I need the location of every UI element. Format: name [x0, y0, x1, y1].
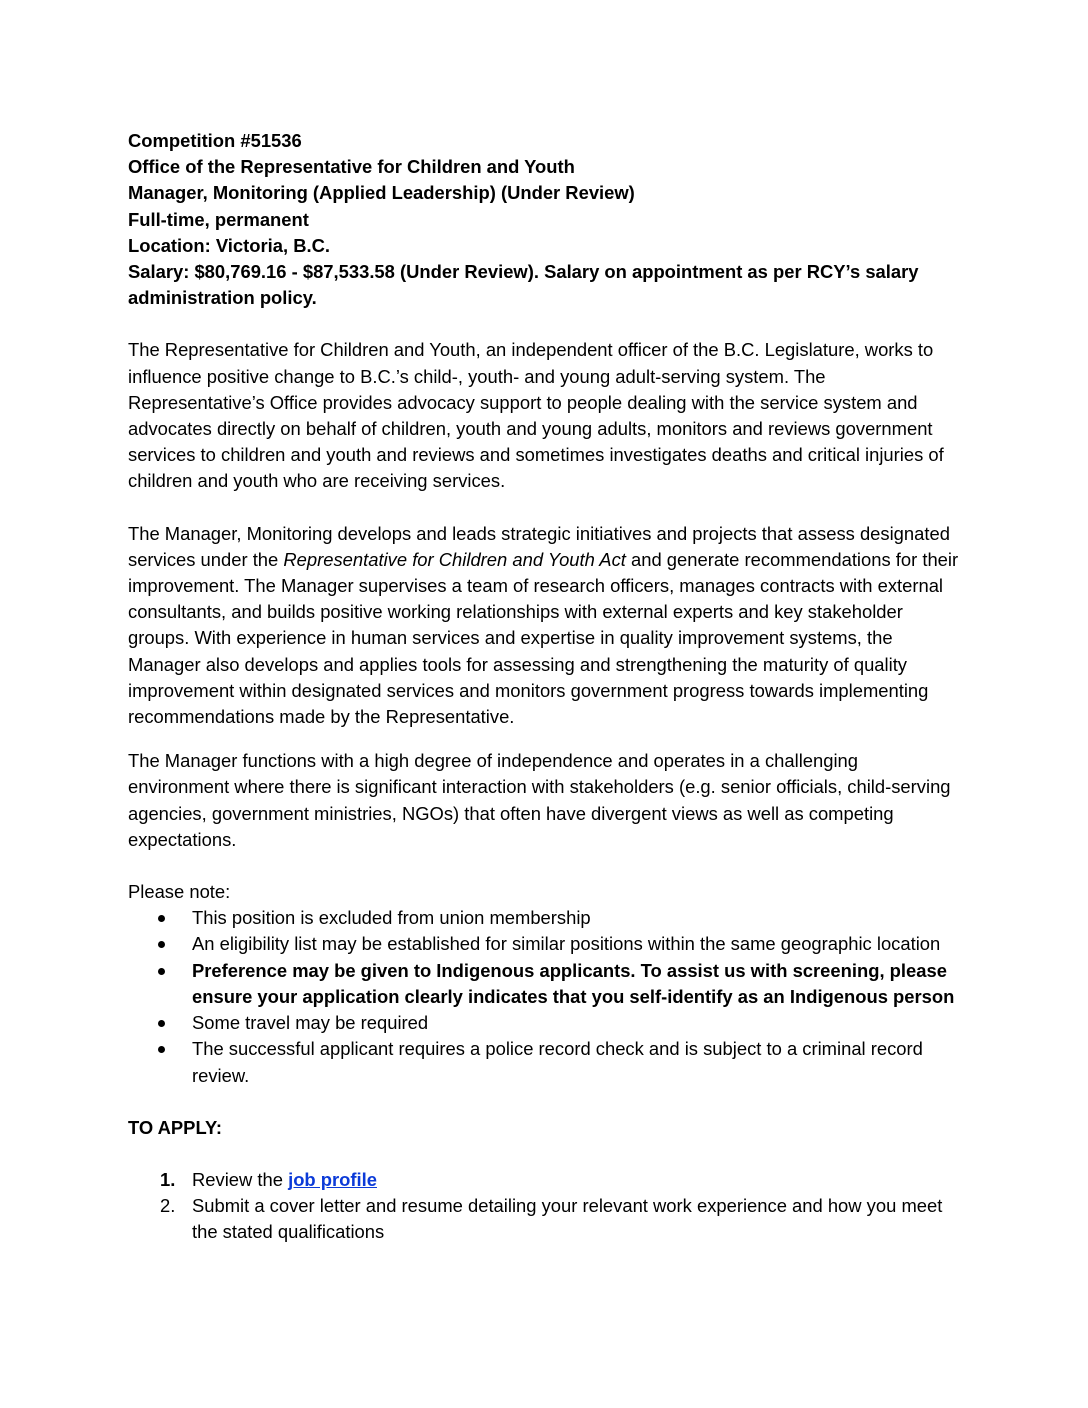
role-text-end: and generate recommendations for their improvement. The Manager supervises a team of research officers, manages contracts with external consultants, and builds positive working relationships with external experts and key stakeholder groups. With experience in human services and expertise in quality improvement systems, the Manager also develops and applies tools for assessing and strengthening the maturity of quality improvement within designated services and monitors government progress towards implementing recommendations made by the Representative.	[128, 548, 959, 728]
note-text: This position is excluded from union membership	[192, 907, 591, 929]
job-profile-link[interactable]: job profile	[288, 1168, 377, 1190]
list-item	[128, 1010, 964, 1036]
note-text: Some travel may be required	[192, 1012, 429, 1034]
bullet-icon	[158, 941, 165, 948]
notes-list	[128, 905, 964, 1088]
role-paragraph	[128, 521, 964, 731]
position-title: Manager, Monitoring (Applied Leadership) (Under Review)	[128, 182, 635, 204]
role-text-start: The Manager, Monitoring develops and leads strategic initiatives and projects that assess designated services under the	[128, 522, 950, 570]
bullet-icon	[158, 915, 165, 922]
independence-paragraph: The Manager functions with a high degree of independence and operates in a challenging environment where there is significant interaction with stakeholders (e.g. senior officials, child-serving agencies, government ministries, NGOs) that often have divergent views as well as competing expectations.	[128, 750, 951, 850]
office-name: Office of the Representative for Children and Youth	[128, 156, 575, 178]
list-item	[128, 1193, 964, 1245]
job-posting-page	[128, 128, 964, 1246]
step-text: Submit a cover letter and resume detailing your relevant work experience and how you meet the stated qualifications	[192, 1195, 943, 1243]
competition-number: Competition #51536	[128, 130, 302, 151]
salary-info: Salary: $80,769.16 - $87,533.58 (Under Review). Salary on appointment as per RCY’s salary administration policy.	[128, 261, 919, 309]
list-item	[128, 931, 964, 957]
act-name: Representative for Children and Youth Act	[283, 548, 626, 570]
notes-heading: Please note:	[128, 881, 231, 903]
employment-type: Full-time, permanent	[128, 208, 309, 230]
apply-steps	[128, 1167, 964, 1246]
intro-paragraph: The Representative for Children and Youth, an independent officer of the B.C. Legislature, works to influence positive change to B.C.’s child-, youth- and young adult-serving system. The Representative’s Office provides advocacy support to people dealing with the service system and advocates directly on behalf of children, youth and young adults, monitors and reviews government services to children and youth and reviews and sometimes investigates deaths and critical injuries of children and youth who are receiving services.	[128, 339, 944, 492]
posting-header	[128, 128, 964, 311]
job-location: Location: Victoria, B.C.	[128, 234, 330, 256]
note-text: Preference may be given to Indigenous applicants. To assist us with screening, please ensure your application clearly indicates that you self-identify as an Indigenous person	[192, 959, 955, 1007]
list-item	[128, 958, 964, 1010]
bullet-icon	[158, 1020, 165, 1027]
step-number: 1.	[160, 1168, 176, 1190]
note-text: An eligibility list may be established for similar positions within the same geographic location	[192, 933, 941, 955]
apply-heading: TO APPLY:	[128, 1116, 223, 1138]
step-number: 2.	[160, 1195, 176, 1217]
bullet-icon	[158, 968, 165, 975]
list-item	[128, 1167, 964, 1193]
bullet-icon	[158, 1046, 165, 1053]
note-text: The successful applicant requires a police record check and is subject to a criminal record review.	[192, 1038, 923, 1086]
list-item	[128, 905, 964, 931]
step-text: Review the	[192, 1168, 289, 1190]
list-item	[128, 1036, 964, 1088]
